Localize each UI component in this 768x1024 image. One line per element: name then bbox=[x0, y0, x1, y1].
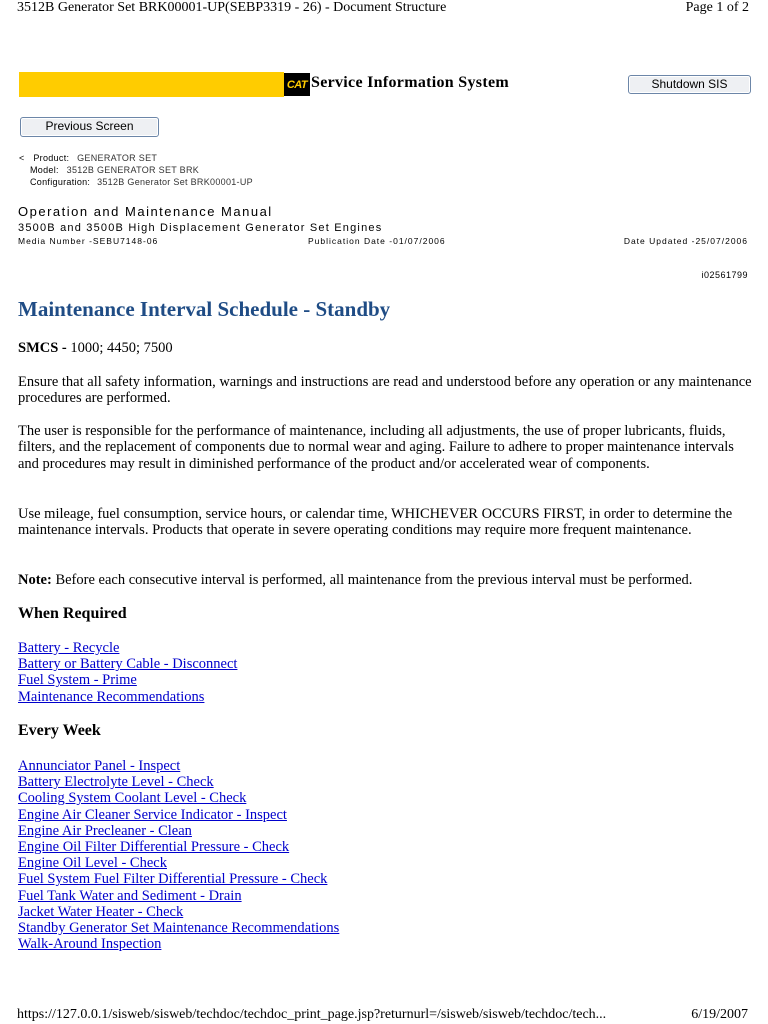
link-fuel-tank-drain[interactable]: Fuel Tank Water and Sediment - Drain bbox=[18, 887, 242, 904]
link-oil-filter-pressure[interactable]: Engine Oil Filter Differential Pressure - Check bbox=[18, 839, 290, 856]
print-page-number: Page 1 of 2 bbox=[685, 0, 749, 15]
page-title: Maintenance Interval Schedule - Standby bbox=[18, 297, 391, 321]
manual-title: Operation and Maintenance Manual bbox=[18, 204, 273, 219]
intro-paragraph: Ensure that all safety information, warnings and instructions are read and understood before any operation or any maintenance procedures are performed. bbox=[18, 374, 752, 407]
link-standby-recommendations[interactable]: Standby Generator Set Maintenance Recommendations bbox=[18, 920, 340, 937]
every-week-heading: Every Week bbox=[18, 722, 101, 739]
smcs-value: 1000; 4450; 7500 bbox=[66, 340, 173, 356]
link-battery-cable-disconnect[interactable]: Battery or Battery Cable - Disconnect bbox=[18, 656, 238, 673]
link-fuel-filter-pressure[interactable]: Fuel System Fuel Filter Differential Pressure - Check bbox=[18, 871, 328, 888]
link-coolant-level[interactable]: Cooling System Coolant Level - Check bbox=[18, 790, 247, 807]
manual-subtitle: 3500B and 3500B High Displacement Generator Set Engines bbox=[18, 222, 383, 234]
configuration-value: 3512B Generator Set BRK00001-UP bbox=[97, 177, 253, 187]
link-walk-around[interactable]: Walk-Around Inspection bbox=[18, 936, 162, 953]
shutdown-sis-button[interactable]: Shutdown SIS bbox=[628, 75, 751, 94]
product-label: Product: bbox=[33, 153, 70, 163]
note-label: Note: bbox=[18, 572, 52, 588]
media-number: Media Number -SEBU7148-06 bbox=[18, 236, 159, 246]
link-annunciator-panel[interactable]: Annunciator Panel - Inspect bbox=[18, 758, 181, 774]
system-title: Service Information System bbox=[311, 74, 509, 91]
publication-date: Publication Date -01/07/2006 bbox=[308, 236, 446, 246]
link-oil-level[interactable]: Engine Oil Level - Check bbox=[18, 855, 167, 872]
link-battery-electrolyte[interactable]: Battery Electrolyte Level - Check bbox=[18, 774, 214, 791]
previous-screen-button[interactable]: Previous Screen bbox=[20, 117, 159, 137]
document-id: i02561799 bbox=[701, 270, 748, 280]
back-chevron-icon[interactable]: < bbox=[19, 153, 25, 163]
print-header-title: 3512B Generator Set BRK00001-UP(SEBP3319 - 26) - Document Structure bbox=[17, 0, 447, 15]
cat-logo: CAT bbox=[284, 73, 310, 96]
responsibility-paragraph: The user is responsible for the performance of maintenance, including all adjustments, the use of proper lubricants, fluids, filters, and the replacement of components due to normal wear and aging. Failure to adhere to proper maintenance intervals and procedures may result in diminished performance of the product and/or accelerated wear of components. bbox=[18, 423, 734, 472]
model-value: 3512B GENERATOR SET BRK bbox=[66, 165, 200, 175]
link-jacket-water-heater[interactable]: Jacket Water Heater - Check bbox=[18, 903, 184, 920]
link-air-cleaner-indicator[interactable]: Engine Air Cleaner Service Indicator - Inspect bbox=[18, 806, 287, 823]
configuration-row bbox=[30, 177, 253, 187]
print-footer-date: 6/19/2007 bbox=[691, 1007, 748, 1022]
brand-banner-bar bbox=[19, 72, 284, 97]
configuration-label: Configuration: bbox=[30, 177, 91, 187]
product-row bbox=[19, 153, 157, 163]
print-footer-url: https://127.0.0.1/sisweb/sisweb/techdoc/techdoc_print_page.jsp?returnurl=/sisweb/sisweb/techdoc/tech... bbox=[17, 1007, 607, 1022]
link-fuel-system-prime[interactable]: Fuel System - Prime bbox=[18, 672, 137, 689]
note-text: Before each consecutive interval is performed, all maintenance from the previous interval must be performed. bbox=[51, 572, 693, 588]
interval-paragraph: Use mileage, fuel consumption, service hours, or calendar time, WHICHEVER OCCURS FIRST, in order to determine the maintenance intervals. Products that operate in severe operating conditions may require more frequent maintenance. bbox=[18, 506, 733, 539]
note-paragraph bbox=[18, 572, 753, 588]
product-value: GENERATOR SET bbox=[77, 153, 158, 163]
date-updated: Date Updated -25/07/2006 bbox=[623, 236, 748, 246]
every-week-links bbox=[18, 758, 339, 952]
link-battery-recycle[interactable]: Battery - Recycle bbox=[18, 640, 120, 656]
smcs-line bbox=[18, 340, 753, 356]
when-required-links bbox=[18, 640, 237, 705]
model-row bbox=[30, 165, 199, 175]
link-air-precleaner[interactable]: Engine Air Precleaner - Clean bbox=[18, 822, 192, 839]
smcs-label: SMCS - bbox=[18, 340, 67, 356]
model-label: Model: bbox=[30, 165, 59, 175]
when-required-heading: When Required bbox=[18, 605, 127, 622]
link-maintenance-recommendations[interactable]: Maintenance Recommendations bbox=[18, 688, 205, 705]
